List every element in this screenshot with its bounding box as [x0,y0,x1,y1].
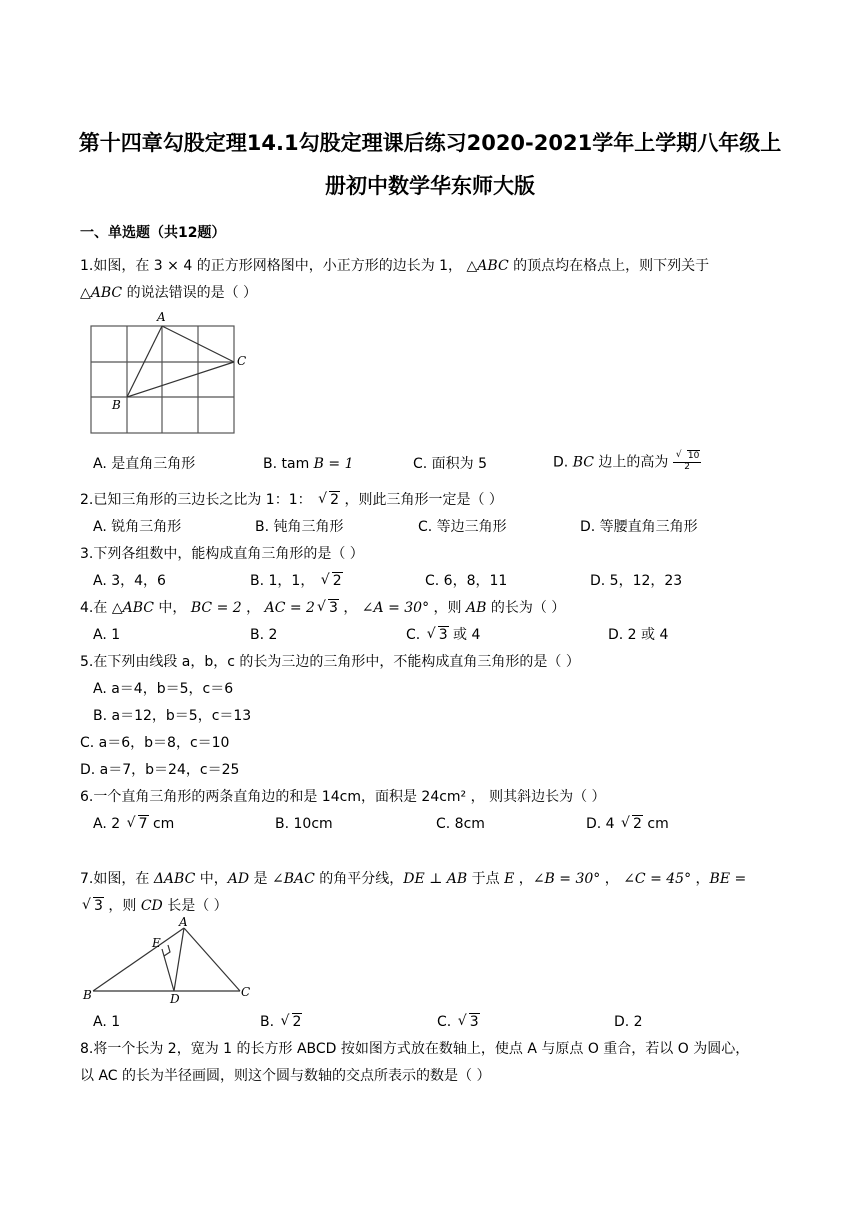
q3-option-b[interactable]: B. 1，1， √ 2 [250,574,343,588]
q4-option-d[interactable]: D. 2 或 4 [608,627,669,643]
q5-option-d[interactable]: D. a＝7，b＝24，c＝25 [80,762,240,778]
label-d: D [170,992,180,1006]
page-title-line1: 第十四章勾股定理14.1勾股定理课后练习2020-2021学年上学期八年级上 [78,131,782,155]
question-1-grid-figure [80,305,260,440]
q5-option-c[interactable]: C. a＝6，b＝8，c＝10 [80,735,230,751]
question-7-text-line2: √ 3 ，则 CD 长是（ ） [80,899,228,913]
q7-option-c[interactable]: C. √ 3 [437,1015,480,1029]
q6-option-c[interactable]: C. 8cm [436,816,485,832]
label-a: A [179,915,188,929]
question-1-text-line2: △ABC 的说法错误的是（ ） [80,285,258,301]
q6-option-a[interactable]: A. 2 √ 7 cm [93,817,174,831]
side-ac [184,928,240,991]
question-2-text: 2.已知三角形的三边长之比为 1：1： √ 2 ，则此三角形一定是（ ） [80,493,503,507]
q4-option-a[interactable]: A. 1 [93,627,121,643]
q7-option-a[interactable]: A. 1 [93,1014,121,1030]
question-6-text: 6.一个直角三角形的两条直角边的和是 14cm，面积是 24cm² ， 则其斜边长为（ ） [80,789,606,805]
q1-option-b[interactable]: B. tam B = 1 [263,456,354,472]
q6-option-b[interactable]: B. 10cm [275,816,333,832]
q2-option-c[interactable]: C. 等边三角形 [418,519,507,535]
q5-option-a[interactable]: A. a＝4，b＝5，c＝6 [93,681,234,697]
q4-option-b[interactable]: B. 2 [250,627,278,643]
fraction: √ $\frac{10}{2}$ [673,452,701,473]
label-b: B [83,988,92,1002]
section-heading: 一、单选题（共12题） [80,225,226,241]
side-ba [93,928,184,991]
q1-option-d[interactable]: D. BC 边上的高为 √ $\frac{10}{2}$ [553,452,701,473]
q3-option-a[interactable]: A. 3，4，6 [93,573,166,589]
label-c: C [241,985,251,999]
q7-option-b[interactable]: B. √ 2 [260,1015,302,1029]
q2-option-a[interactable]: A. 锐角三角形 [93,519,182,535]
question-3-text: 3.下列各组数中，能构成直角三角形的是（ ） [80,546,364,562]
q1-option-c[interactable]: C. 面积为 5 [413,456,488,472]
label-e: E [152,936,161,950]
right-angle-mark [164,945,170,956]
q2-option-d[interactable]: D. 等腰直角三角形 [580,519,698,535]
angle-bisector-ad [174,928,184,991]
q5-option-b[interactable]: B. a＝12，b＝5，c＝13 [93,708,252,724]
label-b: B [112,398,121,412]
question-5-text: 5.在下列由线段 a，b，c 的长为三边的三角形中，不能构成直角三角形的是（ ） [80,654,580,670]
q3-option-d[interactable]: D. 5，12，23 [590,573,683,589]
label-c: C [237,354,247,368]
question-4-text: 4.在 △ABC 中， BC = 2 ， AC = 2√ 3 ， ∠A = 30° ，则 AB 的长为（ ） [80,601,565,615]
triangle-side-bc [127,362,234,397]
label-a: A [157,310,166,324]
q2-option-b[interactable]: B. 钝角三角形 [255,519,344,535]
q7-option-d[interactable]: D. 2 [614,1014,643,1030]
page-title-line2: 册初中数学华东师大版 [325,174,535,198]
q3-option-c[interactable]: C. 6，8，11 [425,573,508,589]
question-8-text: 8.将一个长为 2，宽为 1 的长方形 ABCD 按如图方式放在数轴上，使点 A 与原点 O 重合，若以 O 为圆心， [80,1041,750,1057]
q4-option-c[interactable]: C. √ 3 或 4 [406,628,480,642]
question-7-triangle-figure [80,915,260,1008]
question-7-text: 7.如图，在 ΔABC 中，AD 是 ∠BAC 的角平分线，DE ⊥ AB 于点 E ，∠B = 30° ， ∠C = 45° ，BE = [80,871,747,887]
q1-option-a[interactable]: A. 是直角三角形 [93,456,196,472]
question-8-text-line2: 以 AC 的长为半径画圆，则这个圆与数轴的交点所表示的数是（ ） [80,1068,491,1084]
q6-option-d[interactable]: D. 4 √ 2 cm [586,817,669,831]
perpendicular-de [162,949,174,991]
question-1-text: 1.如图，在 3 × 4 的正方形网格图中，小正方形的边长为 1， △ABC 的顶点均在格点上，则下列关于 [80,258,710,274]
